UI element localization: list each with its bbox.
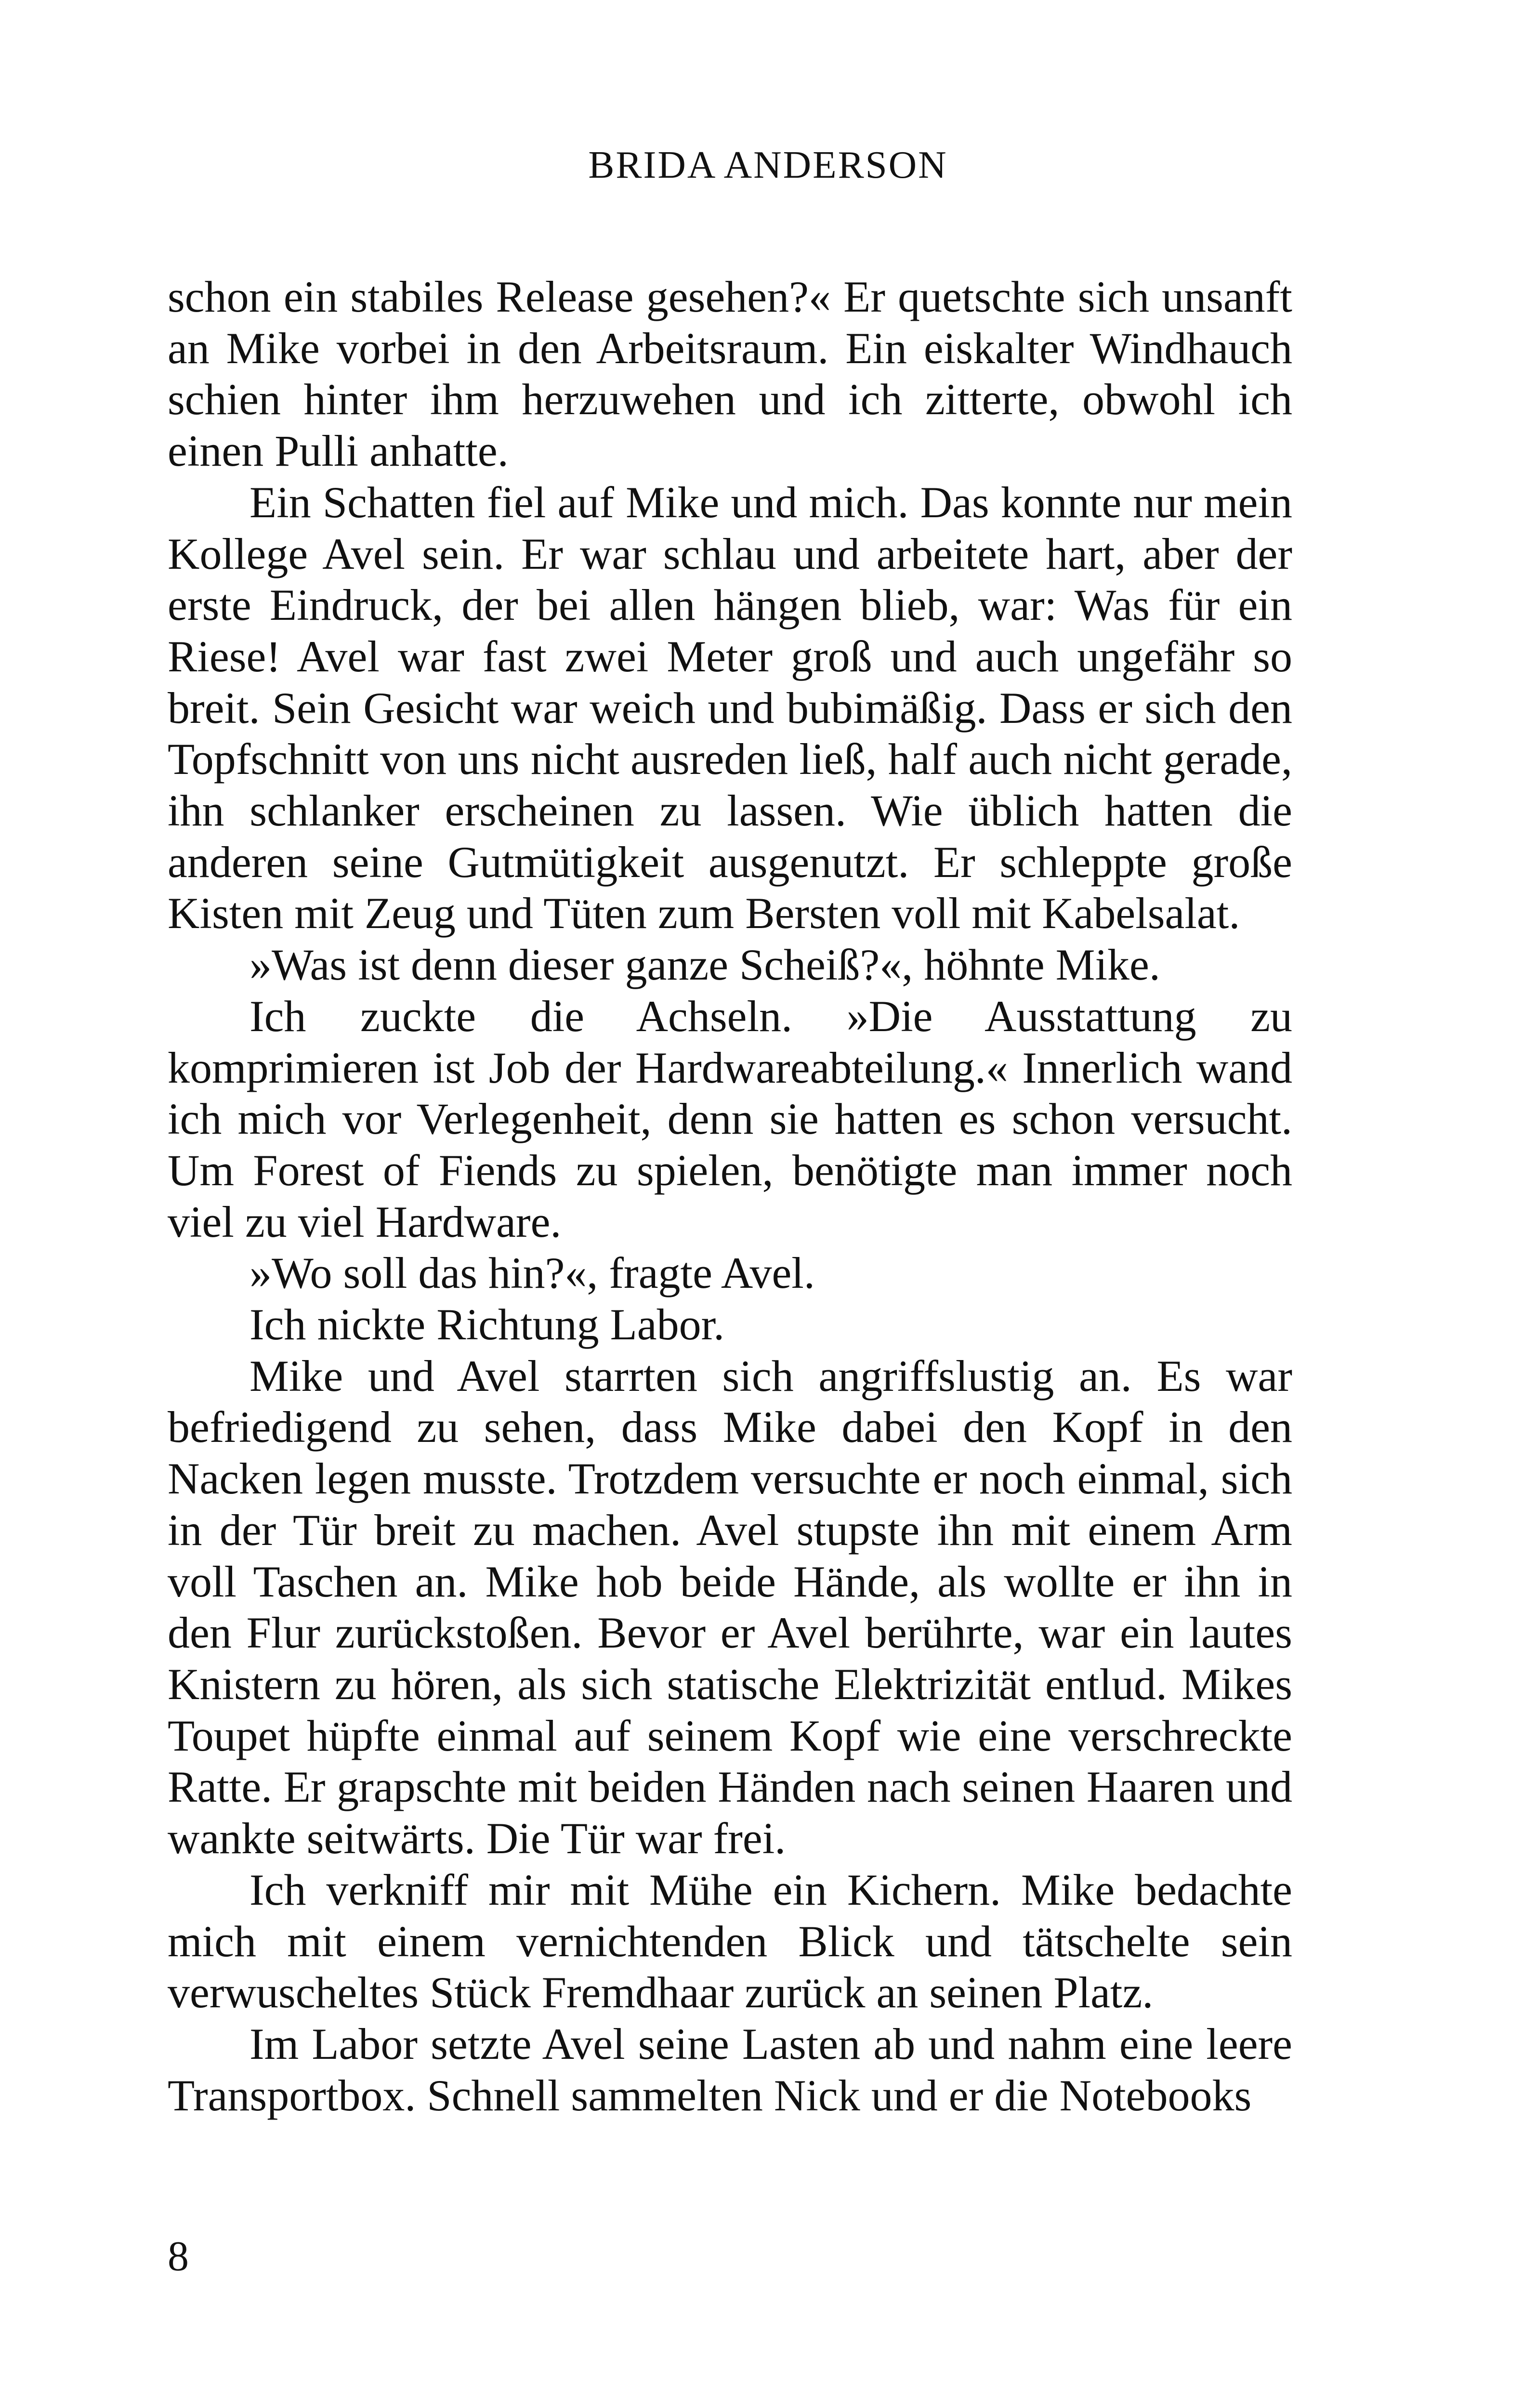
paragraph: Ich zuckte die Achseln. »Die Ausstattung zu komprimieren ist Job der Hardwareabteilung.« Innerlich wand ich mich vor Verlegenheit, denn sie hatten es schon versucht. Um Forest of Fiends zu spielen, benötigte man immer noch viel zu viel Hardware. [168, 991, 1292, 1246]
paragraph: Ich nickte Richtung Labor. [249, 1300, 725, 1349]
paragraph: schon ein stabiles Release gesehen?« Er quetschte sich unsanft an Mike vorbei in den Arbeitsraum. Ein eiskalter Windhauch schien hinter ihm herzuwehen und ich zitterte, obwohl ich einen Pulli anhatte. [168, 272, 1292, 476]
paragraph: »Was ist denn dieser ganze Scheiß?«, höhnte Mike. [249, 940, 1160, 990]
page-number: 8 [168, 2233, 189, 2280]
body-text [168, 271, 1292, 2121]
running-head: BRIDA ANDERSON [588, 143, 948, 186]
paragraph: Im Labor setzte Avel seine Lasten ab und nahm eine leere Transportbox. Schnell sammelten Nick und er die Notebooks [168, 2019, 1292, 2120]
paragraph: Ein Schatten fiel auf Mike und mich. Das konnte nur mein Kollege Avel sein. Er war schlau und arbeitete hart, aber der erste Eindruck, der bei allen hängen blieb, war: Was für ein Riese! Avel war fast zwei Meter groß und auch ungefähr so breit. Sein Gesicht war weich und bubimäßig. Dass er sich den Topfschnitt von uns nicht ausreden ließ, half auch nicht gerade, ihn schlanker erscheinen zu lassen. Wie üblich hatten die anderen seine Gutmütigkeit ausgenutzt. Er schleppte große Kisten mit Zeug und Tüten zum Bersten voll mit Kabelsalat. [168, 477, 1292, 938]
paragraph: Ich verkniff mir mit Mühe ein Kichern. Mike bedachte mich mit einem vernichtenden Blick und tätschelte sein verwuscheltes Stück Fremdhaar zurück an seinen Platz. [168, 1865, 1292, 2017]
paragraph: »Wo soll das hin?«, fragte Avel. [249, 1248, 815, 1298]
paragraph: Mike und Avel starrten sich angriffslustig an. Es war befriedigend zu sehen, dass Mike dabei den Kopf in den Nacken legen musste. Trotzdem versuchte er noch einmal, sich in der Tür breit zu machen. Avel stupste ihn mit einem Arm voll Taschen an. Mike hob beide Hände, als wollte er ihn in den Flur zurückstoßen. Bevor er Avel berührte, war ein lautes Knistern zu hören, als sich statische Elektrizität entlud. Mikes Toupet hüpfte einmal auf seinem Kopf wie eine verschreckte Ratte. Er grapschte mit beiden Händen nach seinen Haaren und wankte seitwärts. Die Tür war frei. [168, 1351, 1292, 1863]
